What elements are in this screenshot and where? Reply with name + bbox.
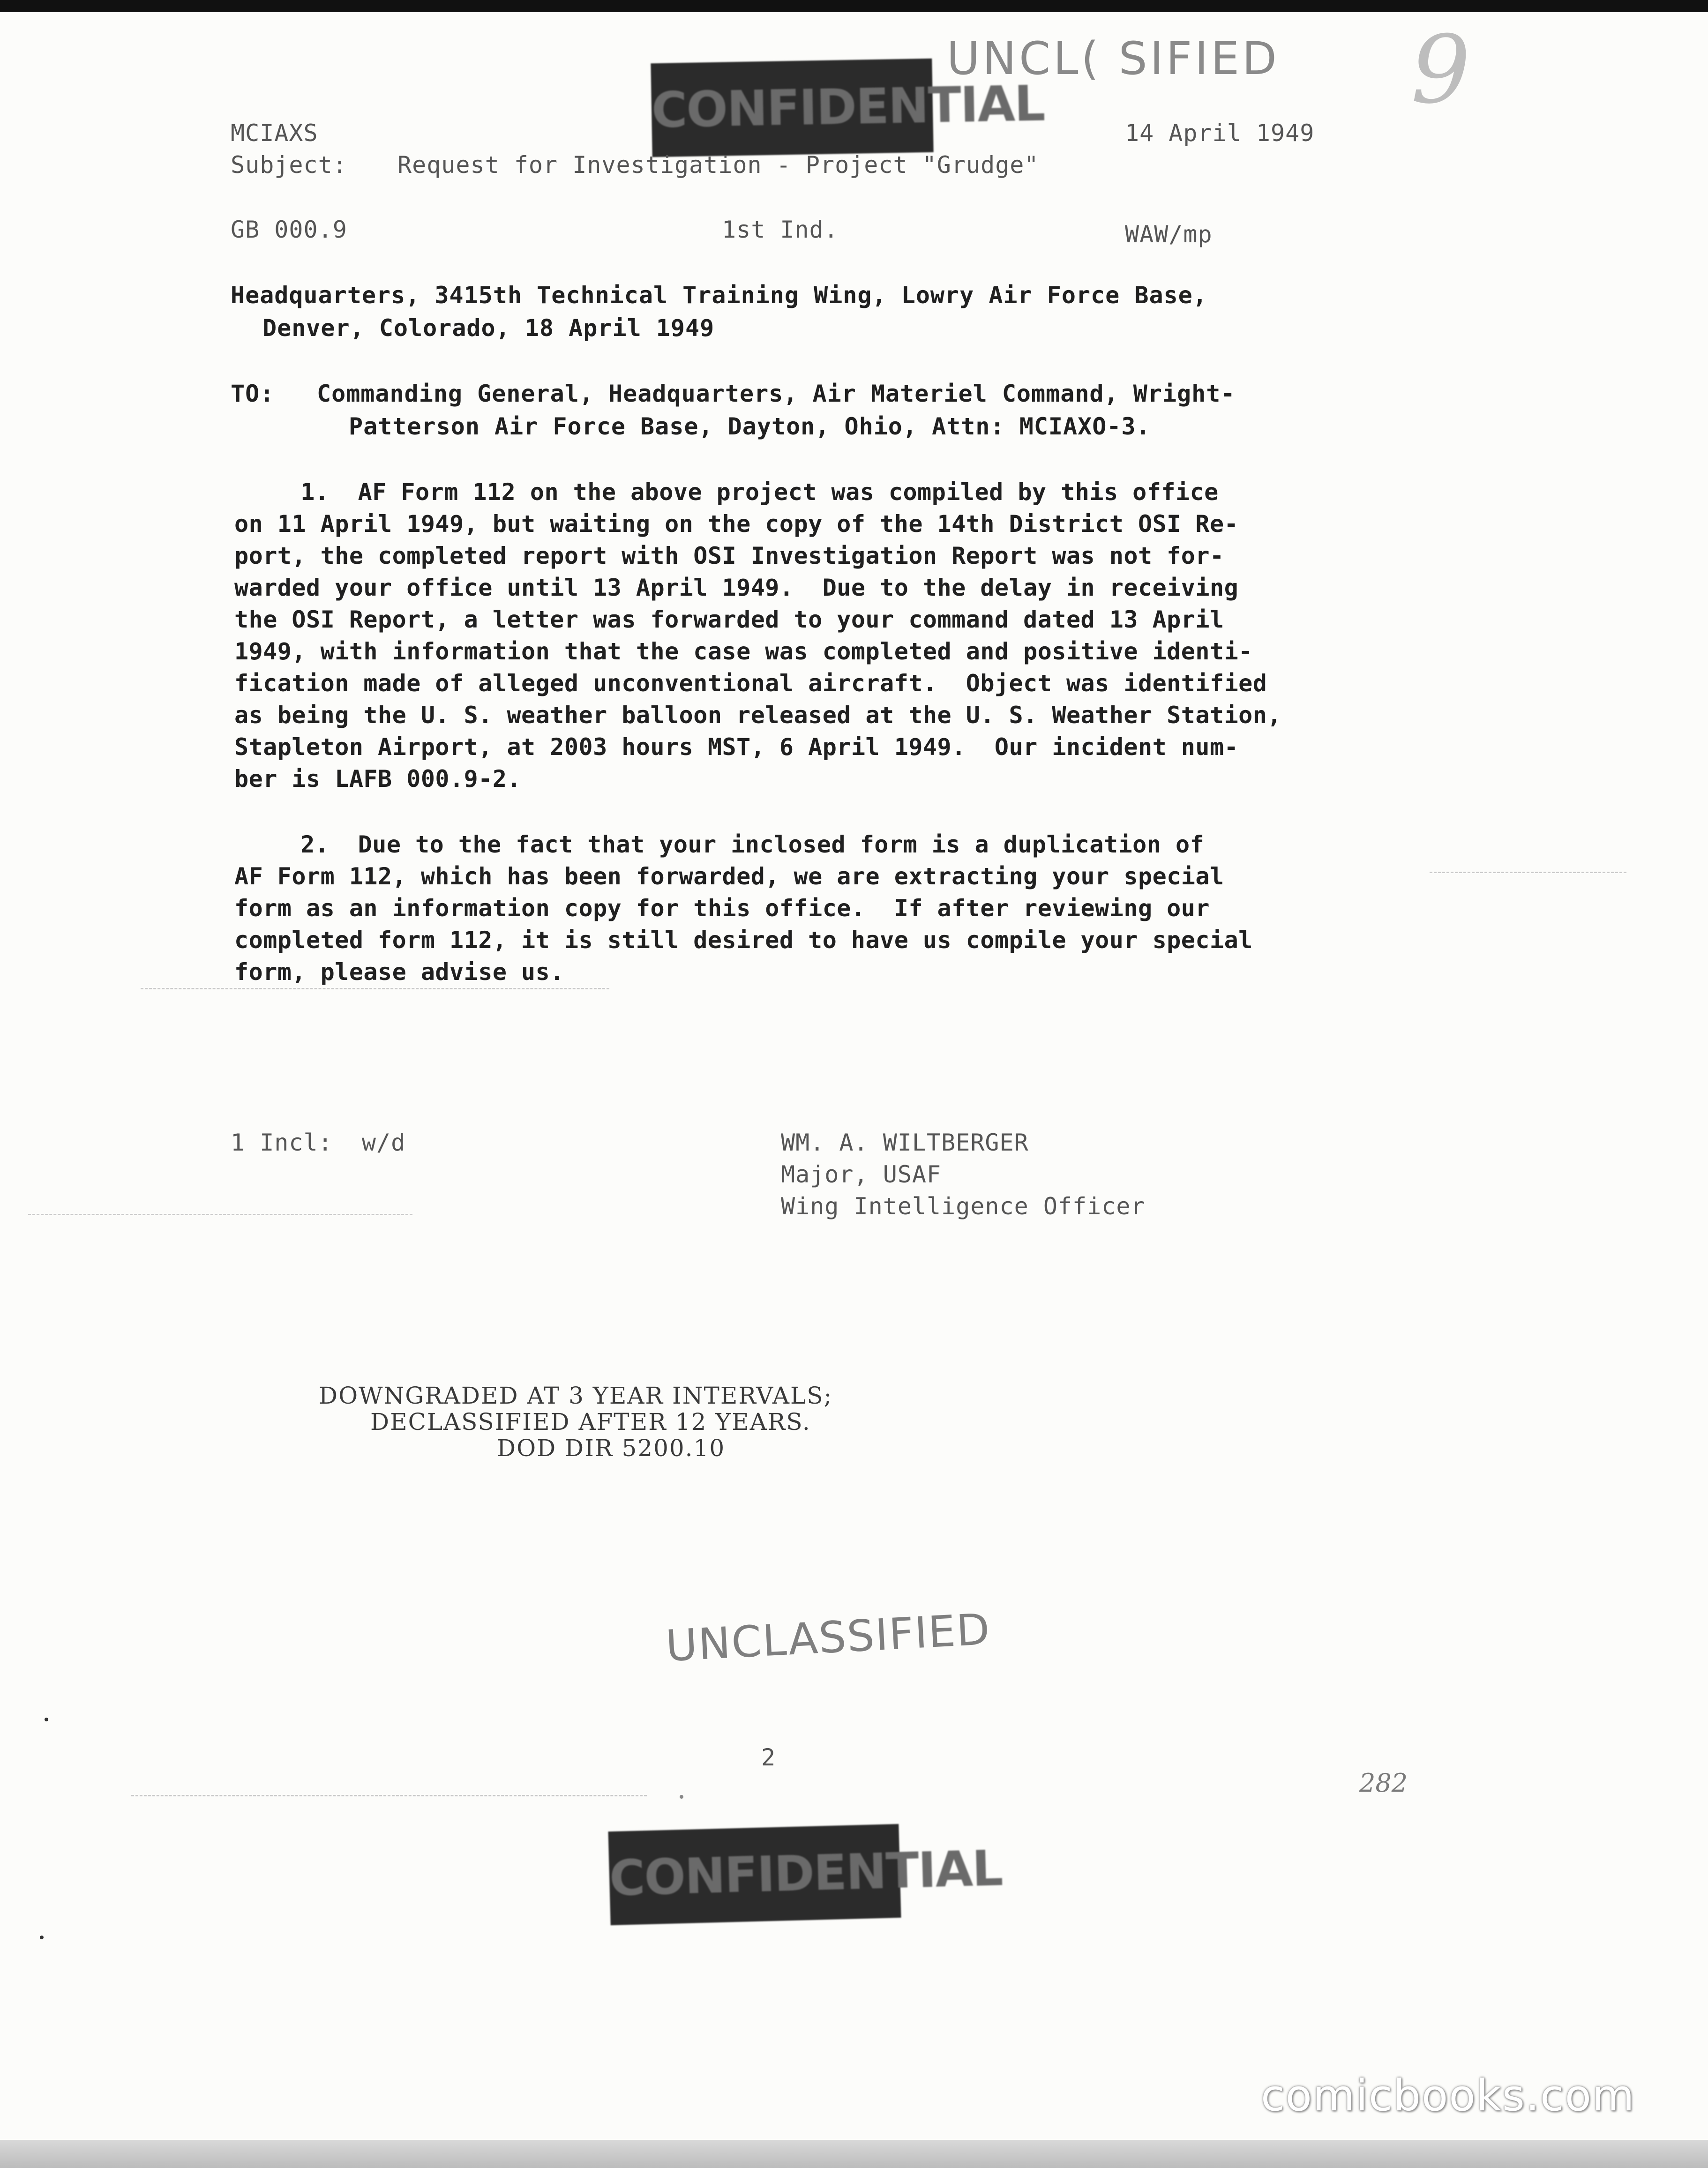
to-label: TO:	[231, 380, 275, 407]
scan-artifact-rule	[131, 1795, 647, 1796]
unclassified-stamp-bottom: UNCLASSIFIED	[664, 1604, 992, 1672]
paragraph-1-line: fication made of alleged unconventional aircraft. Object was identified	[234, 670, 1267, 697]
from-line-1: Headquarters, 3415th Technical Training Wing, Lowry Air Force Base,	[231, 282, 1207, 309]
to-line-1: Commanding General, Headquarters, Air Materiel Command, Wright-	[317, 380, 1236, 407]
paragraph-2-line: form as an information copy for this office. If after reviewing our	[234, 895, 1210, 922]
scan-speck	[40, 1936, 44, 1939]
confidential-stamp-top: CONFIDENTIAL	[651, 59, 933, 157]
scan-speck	[45, 1718, 48, 1721]
from-line-2: Denver, Colorado, 18 April 1949	[262, 314, 715, 342]
page-number: 2	[761, 1744, 776, 1771]
paragraph-1-line: on 11 April 1949, but waiting on the copy of the 14th District OSI Re-	[234, 510, 1239, 538]
subject-label: Subject:	[231, 151, 347, 179]
enclosure-note: 1 Incl: w/d	[231, 1129, 406, 1156]
scan-edge-bottom	[0, 2140, 1708, 2168]
paragraph-2-line: 2. Due to the fact that your inclosed form is a duplication of	[272, 831, 1205, 858]
paragraph-1-line: ber is LAFB 000.9-2.	[234, 765, 522, 792]
handwritten-page-tally: 282	[1359, 1768, 1408, 1798]
paragraph-2-line: completed form 112, it is still desired to have us compile your special	[234, 927, 1253, 954]
downgrade-line-1: DOWNGRADED AT 3 YEAR INTERVALS;	[319, 1382, 833, 1409]
indorsement-label: 1st Ind.	[722, 216, 839, 243]
paragraph-1-line: as being the U. S. weather balloon released at the U. S. Weather Station,	[234, 702, 1281, 729]
watermark: comicbooks.com	[1261, 2071, 1635, 2121]
confidential-stamp-bottom: CONFIDENTIAL	[608, 1824, 901, 1925]
paragraph-1-line: the OSI Report, a letter was forwarded to your command dated 13 April	[234, 606, 1224, 633]
paragraph-1-line: warded your office until 13 April 1949. Due to the delay in receiving	[234, 574, 1239, 601]
office-symbol: MCIAXS	[231, 120, 318, 147]
letter-date: 14 April 1949	[1125, 120, 1315, 147]
to-line-2: Patterson Air Force Base, Dayton, Ohio, Attn: MCIAXO-3.	[349, 413, 1151, 440]
paragraph-2-line: form, please advise us.	[234, 958, 564, 986]
scan-artifact-rule	[1430, 872, 1626, 873]
signer-title: Wing Intelligence Officer	[781, 1193, 1146, 1220]
file-number: GB 000.9	[231, 216, 347, 243]
paragraph-1-line: Stapleton Airport, at 2003 hours MST, 6 April 1949. Our incident num-	[234, 733, 1239, 761]
downgrade-line-2: DECLASSIFIED AFTER 12 YEARS.	[370, 1408, 811, 1435]
unclassified-stamp-top: UNCL( SIFIED	[947, 32, 1280, 85]
paragraph-1-line: 1949, with information that the case was completed and positive identi-	[234, 638, 1253, 665]
scan-speck	[680, 1795, 683, 1799]
scan-artifact-rule	[28, 1214, 412, 1215]
subject-text: Request for Investigation - Project "Grudge"	[397, 151, 1039, 179]
typist-initials: WAW/mp	[1125, 221, 1213, 248]
paragraph-1-line: 1. AF Form 112 on the above project was compiled by this office	[272, 478, 1219, 506]
signer-name: WM. A. WILTBERGER	[781, 1129, 1029, 1156]
scan-artifact-rule	[141, 988, 609, 989]
paragraph-1-line: port, the completed report with OSI Investigation Report was not for-	[234, 542, 1224, 569]
signer-rank: Major, USAF	[781, 1161, 942, 1188]
downgrade-line-3: DOD DIR 5200.10	[497, 1435, 726, 1462]
handwritten-corner-number: 9	[1411, 15, 1471, 125]
scan-edge-top	[0, 0, 1708, 12]
paragraph-2-line: AF Form 112, which has been forwarded, we are extracting your special	[234, 863, 1224, 890]
